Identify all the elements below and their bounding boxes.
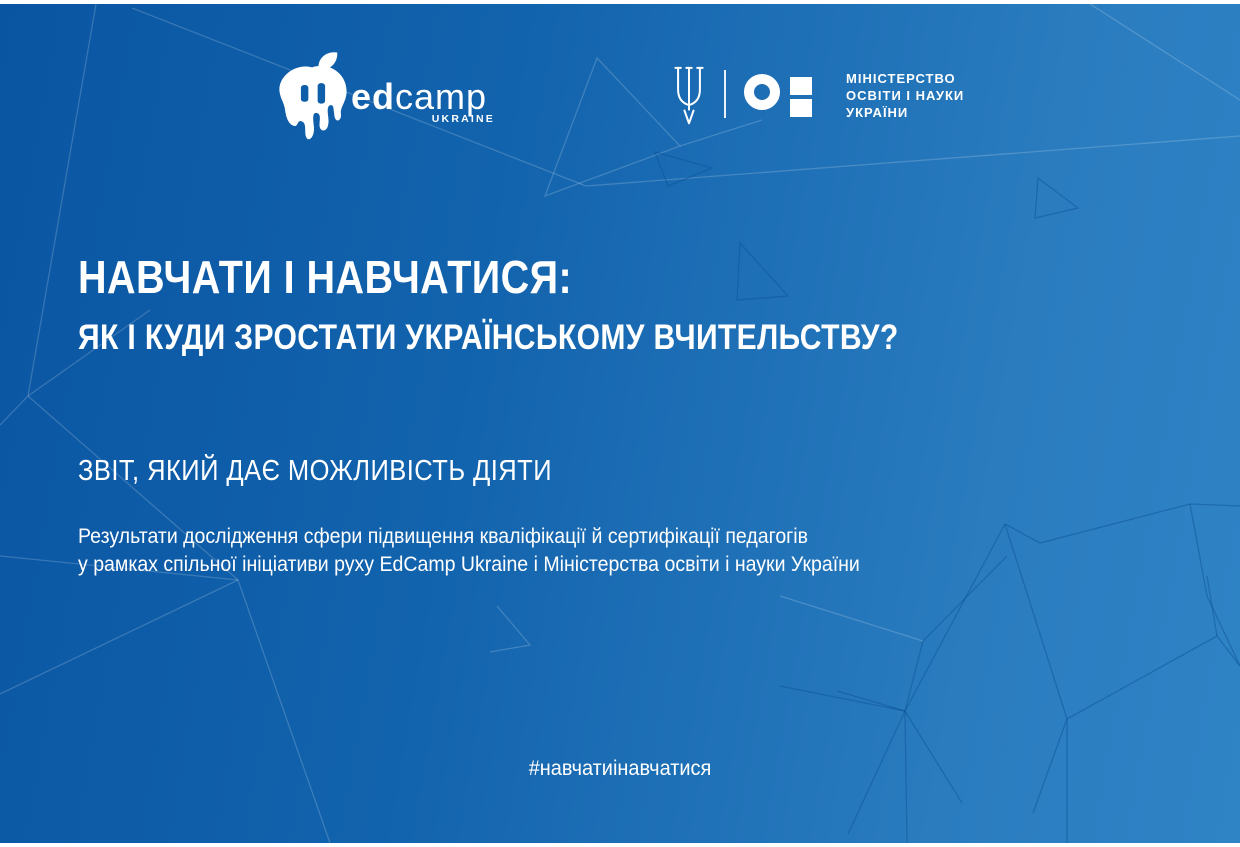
apple-drip-icon [273, 52, 353, 146]
ukraine-trident-icon [672, 66, 706, 126]
slide-title-line1: НАВЧАТИ І НАВЧАТИСЯ: [78, 251, 573, 303]
ministry-name-line2: ОСВІТИ І НАУКИ [846, 88, 965, 103]
edcamp-wordmark-bold: ed [351, 76, 396, 117]
logo-divider [724, 70, 726, 118]
description [78, 523, 860, 579]
hashtag-label: #навчатиінавчатися [528, 757, 712, 780]
colon-square-top-icon [790, 77, 812, 95]
ministry-logo [672, 62, 1002, 134]
ministry-name [846, 70, 964, 121]
polygon-mesh-pattern [0, 4, 1240, 843]
slide-title-line2: ЯК І КУДИ ЗРОСТАТИ УКРАЇНСЬКОМУ ВЧИТЕЛЬСТВУ? [78, 318, 899, 357]
description-line2: у рамках спільної ініціативи руху EdCamp Ukraine і Міністерства освіти і науки України [78, 553, 860, 576]
edcamp-logo [273, 50, 523, 152]
ministry-name-line3: УКРАЇНИ [846, 105, 909, 120]
slide-background [0, 4, 1240, 843]
report-tagline: ЗВІТ, ЯКИЙ ДАЄ МОЖЛИВІСТЬ ДІЯТИ [78, 455, 552, 487]
ministry-name-line1: МІНІСТЕРСТВО [846, 71, 956, 86]
o-ring-icon [744, 74, 780, 110]
edcamp-wordmark-light: camp [395, 76, 488, 117]
colon-square-bottom-icon [790, 99, 812, 117]
description-line1: Результати дослідження сфери підвищення кваліфікації й сертифікації педагогів [78, 525, 809, 548]
edcamp-country-label: UKRAINE [431, 113, 495, 125]
edcamp-wordmark [351, 76, 487, 118]
